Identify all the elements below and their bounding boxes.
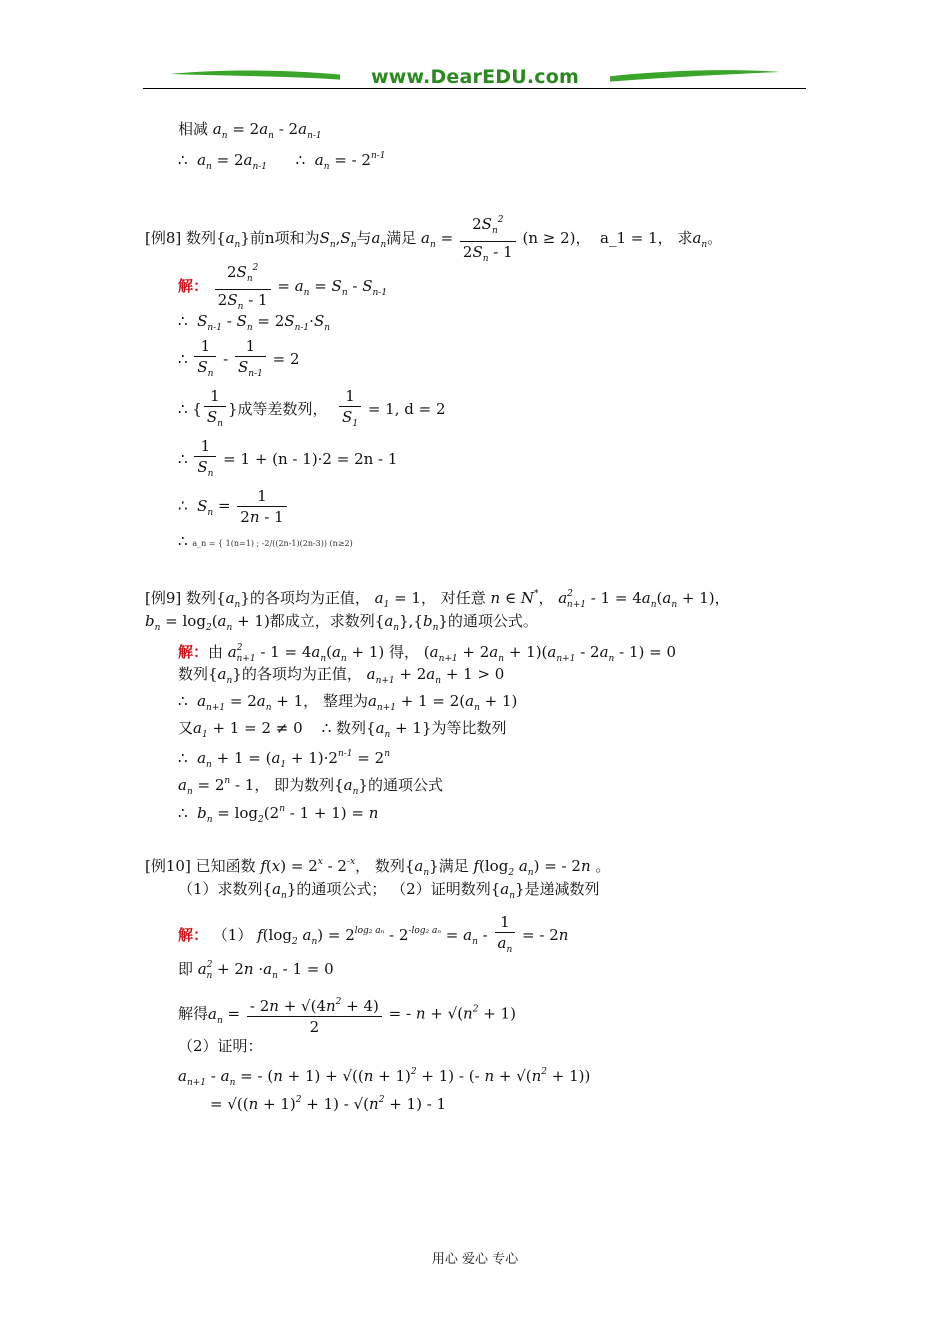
ex10-statement-1: [例10] 已知函数 $f(x) = 2^x - 2^{-x}$， 数列$\{a_n\}$满足 $f(\log_2$ $a_n$) = - 2n 。 [145,857,611,878]
ex10-statement-2: （1）求数列$\{a_n\}$的通项公式； （2）证明数列$\{a_n\}$是递减数列 [178,880,600,901]
ex10-step-6: = $√((n + 1)^2 + 1) - √(n^2 + 1) - 1$ [210,1095,447,1113]
ex9-statement-1: [例9] 数列$\{a_n\}$的各项均为正值， $a_1 = 1$， 对任意 n ∈ N*， $a^2_{n+1} - 1 = 4a_n(a_n + 1)$， [145,589,730,610]
ex10-step-5: $a_{n+1} - a_n$ = - $(n + 1) + √((n + 1)^2 + 1)$ - (- $n + √(n^2 + 1)$) [178,1067,591,1088]
ex8-step-4: ∴ { $\frac{1}{S_n}$ }成等差数列， $\frac{1}{S_1}$ = 1, d = 2 [178,387,446,429]
page-footer: 用心 爱心 专心 [431,1252,519,1267]
ex9-step-5: ∴ $a_n + 1 = (a_1 + 1)\cdot 2^{n-1} = 2^n$ [178,749,390,770]
ex9-statement-2: $b_n = \log_2(a_n + 1)$都成立，求数列$\{a_n\},\{b_n\}$的通项公式。 [145,612,538,633]
top-line-1: 相减 $a_n = 2a_n - 2a_{n-1}$ [178,120,322,141]
ex9-step-4: 又$a_1 + 1 = 2 \ne 0$ ∴ 数列$\{a_n + 1\}$为等比数列 [178,719,507,740]
ex8-statement: [例8] 数列$\{a_n\}$前n项和为$S_n,S_n$与$a_n$满足 $a_n$ = $\frac{2S_n^2}{2S_n - 1}$ (n ≥ 2)， a_1 = 1， 求$a_n$。 [145,210,722,269]
ex10-step-1: 解： （1） $f(\log_2$ $a_n) = 2^{log_2 a_n} - 2^{-log_2 a_n} = a_n$ - $\frac{1}{a_n}$ = - 2n [178,913,569,955]
ex9-step-6: $a_n = 2^n - 1$， 即为数列$\{a_n\}$的通项公式 [178,776,443,797]
ex10-step-4: （2）证明： [178,1037,263,1055]
top-line-2: ∴ $a_n = 2a_{n-1}$ ∴ $a_n$ = - 2$^{n-1}$ [178,151,386,172]
ex10-step-2: 即 $a^2_n + 2n \cdot a_n - 1 = 0$ [178,960,334,981]
ex8-step-5: ∴ $\frac{1}{S_n}$ = 1 + (n - 1)·2 = 2n - 1 [178,437,398,479]
ex8-step-6: ∴ $S_n$ = $\frac{1}{2n - 1}$ [178,486,289,527]
ex9-step-1: 解：由 $a^2_{n+1} - 1 = 4a_n(a_n + 1)$ 得， $(a_{n+1} + 2a_n + 1)(a_{n+1} - 2a_n - 1) = 0$ [178,643,676,664]
ex8-step-7: ∴ a_n = { 1(n=1) ; -2/((2n-1)(2n-3)) (n≥2) [178,532,353,550]
ex9-step-7: ∴ $b_n = \log_2(2^n - 1 + 1) = n$ [178,804,379,825]
ex9-step-2: 数列$\{a_n\}$的各项均为正值， $a_{n+1} + 2a_n + 1 > 0$ [178,665,505,686]
ex8-step-1: 解： $\frac{2S_n^2}{2S_n - 1}$ = $a_n = S_n - S_{n-1}$ [178,258,387,317]
site-url: www.DearEDU.com [340,66,610,88]
ex9-step-3: ∴ $a_{n+1} = 2a_n + 1$， 整理为$a_{n+1} + 1 = 2(a_n + 1)$ [178,692,518,713]
ex8-step-2: ∴ $S_{n-1} - S_n = 2S_{n-1}\cdot S_n$ [178,312,331,333]
ex10-step-3: 解得$a_n$ = $\frac{- 2n + √(4n^2 + 4)}{2}$ = - $n + √(n^2 + 1)$ [178,992,516,1037]
ex8-step-3: ∴ $\frac{1}{S_n}$ - $\frac{1}{S_{n-1}}$ = 2 [178,337,300,379]
header-rule [143,88,806,89]
